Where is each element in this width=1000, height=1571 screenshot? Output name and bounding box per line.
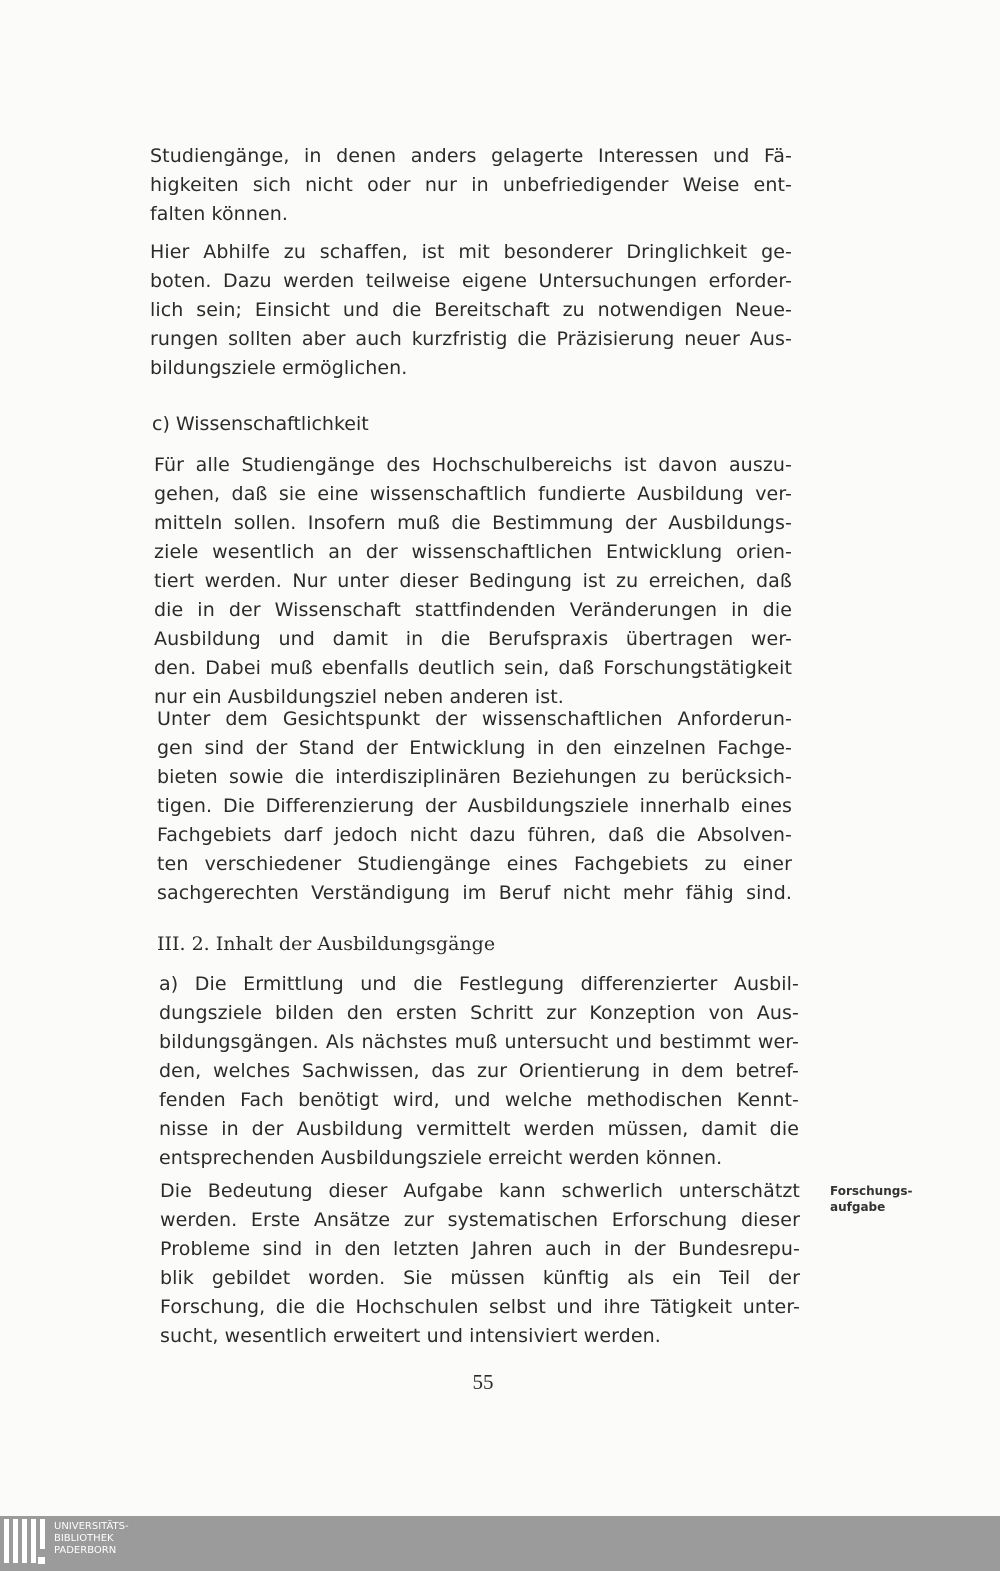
section-heading-iii-2: III. 2. Inhalt der Ausbildungsgänge — [157, 933, 496, 955]
library-name-line-2: BIBLIOTHEK — [54, 1533, 114, 1544]
text-line: die in der Wissenschaft stattfindenden Veränderungen in die — [154, 599, 792, 621]
paragraph-4 — [157, 705, 792, 908]
text-line: mitteln sollen. Insofern muß die Bestimmung der Ausbildungs- — [154, 512, 792, 534]
text-line: gen sind der Stand der Entwicklung in den einzelnen Fachge- — [157, 737, 792, 759]
text-line: nisse in der Ausbildung vermittelt werden müssen, damit die — [159, 1118, 799, 1140]
text-line: fenden Fach benötigt wird, und welche methodischen Kennt- — [159, 1089, 799, 1111]
text-line: entsprechenden Ausbildungsziele erreicht werden können. — [159, 1147, 723, 1169]
text-line: Die Bedeutung dieser Aufgabe kann schwerlich unterschätzt — [160, 1180, 800, 1202]
text-line: den, welches Sachwissen, das zur Orientierung in dem betref- — [159, 1060, 799, 1082]
margin-note — [830, 1183, 912, 1215]
text-line: Unter dem Gesichtspunkt der wissenschaftlichen Anforderun- — [157, 708, 792, 730]
text-line: Forschung, die die Hochschulen selbst und ihre Tätigkeit unter- — [160, 1296, 800, 1318]
text-line: nur ein Ausbildungsziel neben anderen ist. — [154, 686, 564, 708]
text-line: Probleme sind in den letzten Jahren auch in der Bundesrepu- — [160, 1238, 800, 1260]
library-name-line-1: UNIVERSITÄTS- — [54, 1521, 129, 1532]
text-line: sucht, wesentlich erweitert und intensiviert werden. — [160, 1325, 661, 1347]
text-line: ziele wesentlich an der wissenschaftlichen Entwicklung orien- — [154, 541, 792, 563]
text-line: Ausbildung und damit in die Berufspraxis übertragen wer- — [154, 628, 792, 650]
text-line: sachgerechten Verständigung im Beruf nicht mehr fähig sind. — [157, 882, 792, 904]
text-line: den. Dabei muß ebenfalls deutlich sein, daß Forschungstätigkeit — [154, 657, 792, 679]
library-name — [54, 1521, 129, 1557]
text-line: tigen. Die Differenzierung der Ausbildungsziele innerhalb eines — [157, 795, 792, 817]
section-heading-c: c) Wissenschaftlichkeit — [152, 413, 369, 435]
page-number: 55 — [472, 1370, 494, 1394]
text-line: Studiengänge, in denen anders gelagerte Interessen und Fä- — [150, 145, 792, 167]
paragraph-2 — [150, 238, 792, 383]
text-line: higkeiten sich nicht oder nur in unbefriedigender Weise ent- — [150, 174, 792, 196]
library-logo — [4, 1519, 144, 1569]
margin-note-line-2: aufgabe — [830, 1200, 886, 1214]
text-line: Fachgebiets darf jedoch nicht dazu führen, daß die Absolven- — [157, 824, 792, 846]
text-line: bildungsgängen. Als nächstes muß untersucht und bestimmt wer- — [159, 1031, 799, 1053]
text-line: boten. Dazu werden teilweise eigene Untersuchungen erforder- — [150, 270, 792, 292]
text-line: lich sein; Einsicht und die Bereitschaft zu notwendigen Neue- — [150, 299, 792, 321]
paragraph-6 — [160, 1177, 800, 1351]
library-name-line-3: PADERBORN — [54, 1545, 117, 1556]
margin-note-line-1: Forschungs- — [830, 1184, 913, 1198]
paragraph-3 — [154, 451, 792, 712]
paragraph-1 — [150, 142, 792, 229]
text-line: falten können. — [150, 203, 289, 225]
text-line: gehen, daß sie eine wissenschaftlich fundierte Ausbildung ver- — [154, 483, 792, 505]
text-line: blik gebildet worden. Sie müssen künftig als ein Teil der — [160, 1267, 800, 1289]
paragraph-5 — [159, 970, 799, 1173]
library-footer-bar — [0, 1516, 1000, 1571]
text-line: Für alle Studiengänge des Hochschulbereichs ist davon auszu- — [154, 454, 792, 476]
text-line: Hier Abhilfe zu schaffen, ist mit besonderer Dringlichkeit ge- — [150, 241, 792, 263]
text-line: a) Die Ermittlung und die Festlegung differenzierter Ausbil- — [159, 973, 799, 995]
text-line: ten verschiedener Studiengänge eines Fachgebiets zu einer — [157, 853, 792, 875]
text-line: bildungsziele ermöglichen. — [150, 357, 408, 379]
text-line: bieten sowie die interdisziplinären Beziehungen zu berücksich- — [157, 766, 792, 788]
text-line: dungsziele bilden den ersten Schritt zur Konzeption von Aus- — [159, 1002, 799, 1024]
text-line: rungen sollten aber auch kurzfristig die Präzisierung neuer Aus- — [150, 328, 792, 350]
text-line: tiert werden. Nur unter dieser Bedingung ist zu erreichen, daß — [154, 570, 792, 592]
text-line: werden. Erste Ansätze zur systematischen Erforschung dieser — [160, 1209, 800, 1231]
